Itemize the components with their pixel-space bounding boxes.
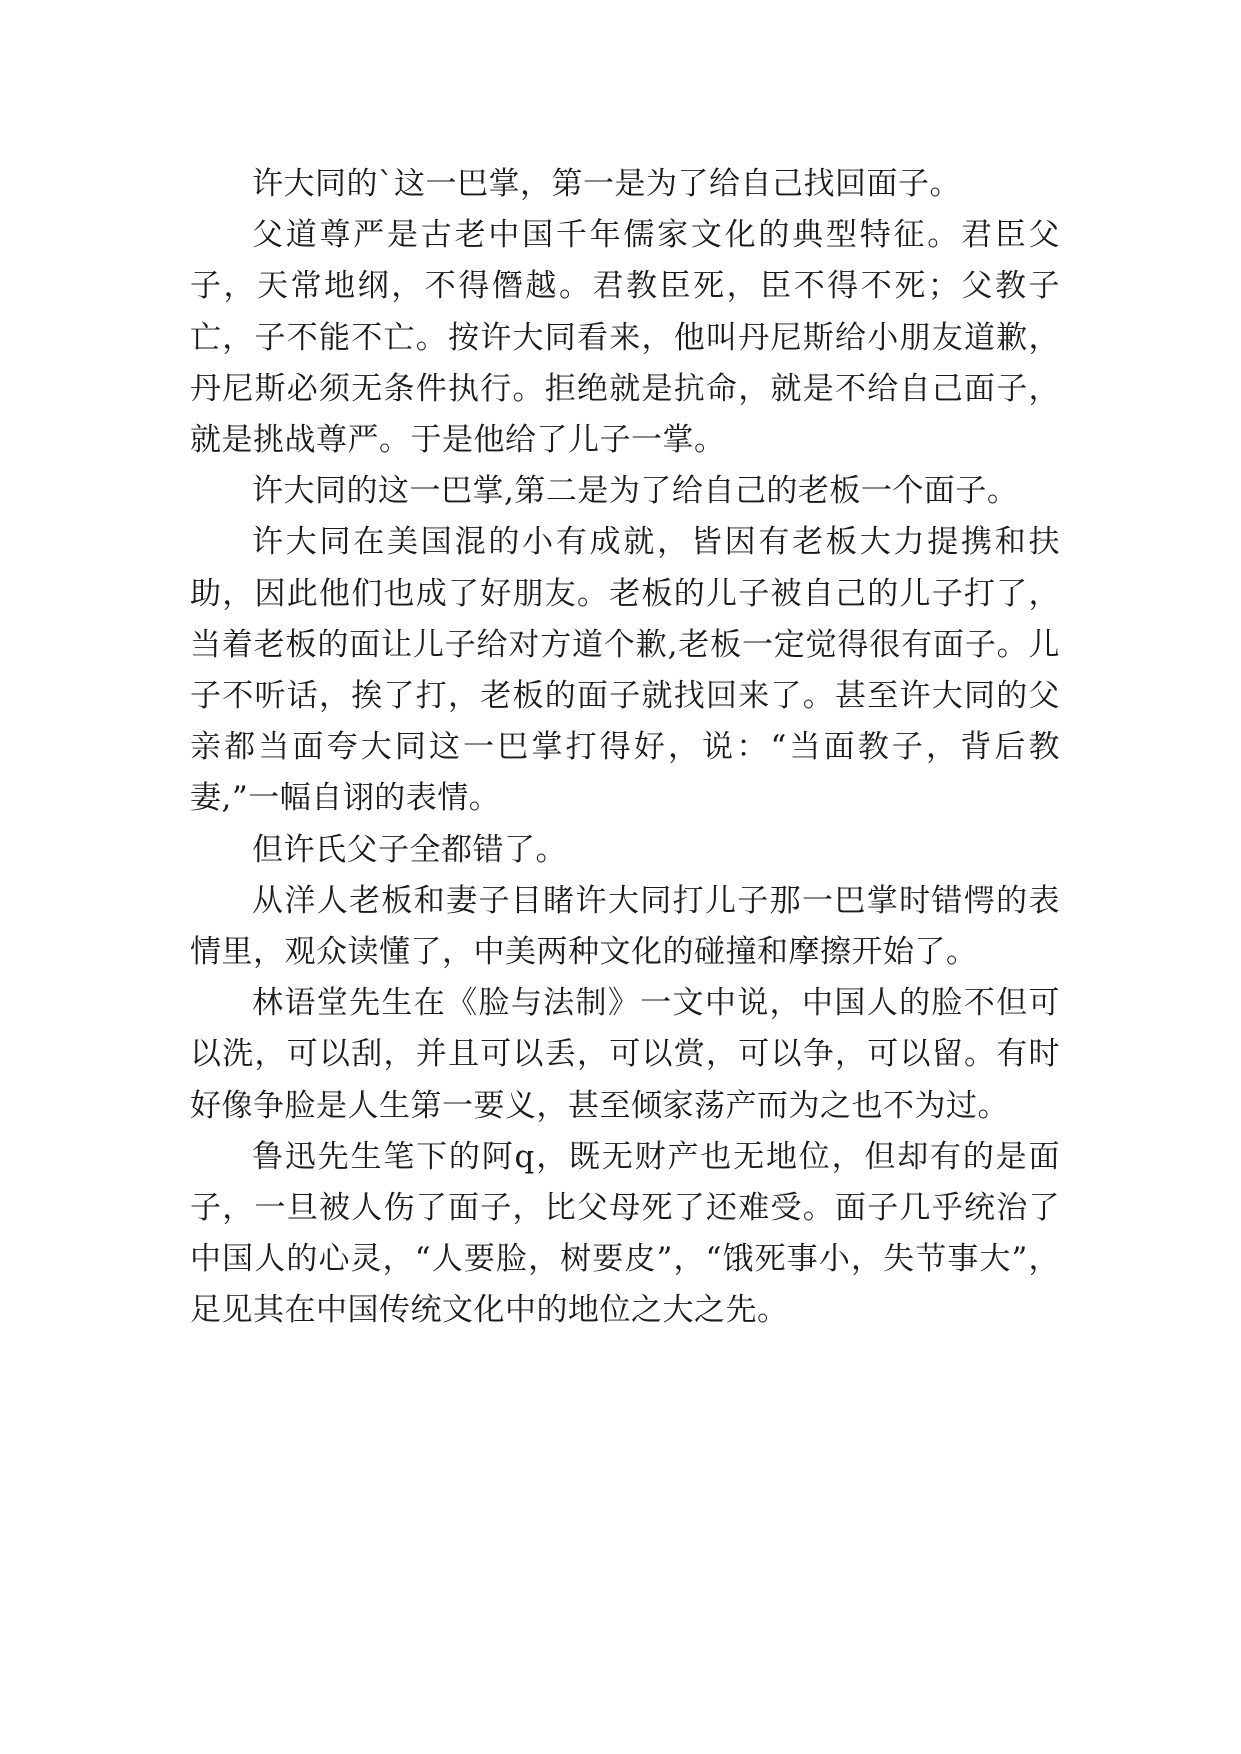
paragraph-8: 鲁迅先生笔下的阿q，既无财产也无地位，但却有的是面子，一旦被人伤了面子，比父母死了还难受。面子几乎统治了中国人的心灵，“人要脸，树要皮”，“饿死事小，失节事大”，足见其在中国传统文化中的地位之大之先。 bbox=[190, 1138, 1060, 1329]
paragraph-6: 从洋人老板和妻子目睹许大同打儿子那一巴掌时错愕的表情里，观众读懂了，中美两种文化的碰撞和摩擦开始了。 bbox=[190, 882, 1060, 971]
paragraph-4: 许大同在美国混的小有成就，皆因有老板大力提携和扶助，因此他们也成了好朋友。老板的儿子被自己的儿子打了，当着老板的面让儿子给对方道个歉,老板一定觉得很有面子。儿子不听话，挨了打，老板的面子就找回来了。甚至许大同的父亲都当面夸大同这一巴掌打得好，说：“当面教子，背后教妻,”一幅自诩的表情。 bbox=[190, 524, 1060, 817]
paragraph-1: 许大同的`这一巴掌，第一是为了给自己找回面子。 bbox=[252, 166, 961, 202]
paragraph-2: 父道尊严是古老中国千年儒家文化的典型特征。君臣父子，天常地纲，不得僭越。君教臣死，臣不得不死；父教子亡，子不能不亡。按许大同看来，他叫丹尼斯给小朋友道歉，丹尼斯必须无条件执行。拒绝就是抗命，就是不给自己面子，就是挑战尊严。于是他给了儿子一掌。 bbox=[190, 217, 1060, 459]
paragraph-7: 林语堂先生在《脸与法制》一文中说，中国人的脸不但可以洗，可以刮，并且可以丢，可以赏，可以争，可以留。有时好像争脸是人生第一要义，甚至倾家荡产而为之也不为过。 bbox=[190, 985, 1060, 1124]
document-body bbox=[190, 159, 1060, 1337]
paragraph-5: 但许氏父子全都错了。 bbox=[252, 831, 567, 868]
paragraph-3: 许大同的这一巴掌,第二是为了给自己的老板一个面子。 bbox=[252, 473, 1019, 510]
